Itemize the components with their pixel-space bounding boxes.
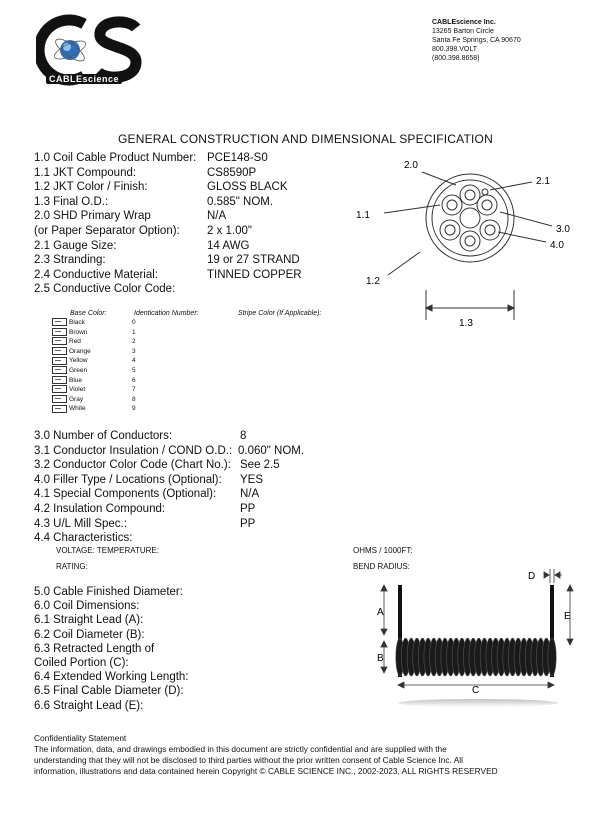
spec-value: 2 x 1.00" (207, 224, 253, 237)
spec-value: TINNED COPPER (207, 268, 302, 281)
spec-value: See 2.5 (240, 459, 280, 472)
conductor-core (447, 200, 457, 210)
color-id: 8 (132, 395, 136, 403)
spec-row: 2.1 Gauge Size: (34, 239, 117, 252)
spec-value: N/A (240, 488, 260, 501)
checkbox-icon (52, 405, 67, 413)
color-id: 2 (132, 338, 136, 346)
label-1-2: 1.2 (366, 276, 380, 287)
checkbox-icon (52, 347, 67, 355)
coil-body (396, 638, 556, 676)
color-id: 5 (132, 366, 136, 374)
color-id: 3 (132, 347, 136, 355)
table-row: Black (52, 318, 91, 328)
spec-list-2 (34, 429, 232, 546)
color-table-header (134, 310, 199, 317)
spec-row: 2.5 Conductive Color Code: (34, 283, 176, 296)
label-4-0: 4.0 (550, 240, 564, 251)
color-id: 0 (132, 319, 136, 326)
dim-row: 5.0 Cable Finished Diameter: (34, 586, 183, 598)
coil-label-c: C (472, 685, 480, 696)
company-logo (36, 14, 144, 88)
spec-row: 3.0 Number of Conductors: (34, 430, 173, 442)
coil-cable-diagram (360, 565, 590, 715)
company-info (432, 18, 521, 63)
table-row: Violet (52, 385, 91, 395)
dim-row: 6.2 Coil Diameter (B): (34, 628, 145, 641)
coil-label-a: A (377, 607, 384, 618)
table-row: White (52, 404, 91, 414)
spec-row: 2.4 Conductive Material: (34, 268, 159, 281)
conductor-core (485, 225, 495, 235)
conductor-core (445, 225, 455, 235)
conductor-core (465, 236, 475, 246)
conductor (480, 220, 500, 240)
spec-value: CS8590P (207, 166, 257, 179)
spec-row: 4.0 Filler Type / Locations (Optional): (34, 473, 222, 486)
company-phone2: (800.398.8658) (432, 55, 480, 62)
table-row: Yellow (52, 356, 91, 366)
label-3-0: 3.0 (556, 224, 570, 235)
label-2-1: 2.1 (536, 176, 550, 187)
checkbox-icon (52, 337, 67, 345)
characteristics-ohms: OHMS / 1000FT: (353, 546, 413, 555)
company-name: CABLEscience Inc. (432, 19, 496, 26)
spec-value: PP (240, 517, 256, 530)
coil-loop (548, 638, 556, 676)
color-id: 4 (132, 357, 136, 365)
characteristics-bend: BEND RADIUS: (353, 562, 410, 571)
dim-row: 6.1 Straight Lead (A): (34, 614, 144, 627)
spec-value: 8 (240, 430, 247, 442)
page-title: GENERAL CONSTRUCTION AND DIMENSIONAL SPECIFICATION (118, 132, 493, 146)
color-table (52, 318, 91, 414)
label-2-0: 2.0 (404, 160, 418, 171)
spec-value: 0.585" NOM. (207, 195, 274, 208)
spec-values-1 (207, 151, 302, 282)
spec-value: YES (240, 473, 264, 486)
header-stripe-color: Stripe Color (If Applicable): (238, 310, 322, 317)
table-row: Green (52, 366, 91, 376)
checkbox-icon (52, 385, 67, 393)
center-conductor (460, 208, 480, 228)
conductor (460, 231, 480, 251)
dim-row: 6.4 Extended Working Length: (34, 671, 189, 684)
checkbox-icon (52, 318, 67, 326)
dim-row: 6.0 Coil Dimensions: (34, 600, 140, 613)
header-id-number: Identication Number: (134, 310, 199, 317)
spec-row: 1.3 Final O.D.: (34, 195, 109, 208)
spec-row: 3.1 Conductor Insulation / COND O.D.: (34, 444, 233, 457)
spec-list-1 (34, 151, 196, 297)
spec-values-2 (240, 429, 304, 531)
table-row: Red (52, 337, 91, 347)
characteristics-rating: RATING: (56, 562, 88, 571)
color-id: 6 (132, 376, 136, 384)
checkbox-icon (52, 395, 67, 403)
color-id: 1 (132, 328, 136, 336)
spec-row: (or Paper Separator Option): (34, 224, 180, 237)
company-address2: Santa Fe Springs, CA 90670 (432, 37, 521, 44)
filler (482, 189, 488, 195)
jacket-outer (426, 174, 514, 262)
spec-row: 2.0 SHD Primary Wrap (34, 210, 151, 223)
coil-label-e: E (564, 611, 571, 622)
confidentiality-line: information, illustrations and data contained herein Copyright © CABLE SCIENCE INC., 2002-2023, ALL RIGHTS RESERVED (34, 766, 498, 776)
color-id: 9 (132, 405, 136, 413)
checkbox-icon (52, 366, 67, 374)
spec-row: 2.3 Stranding: (34, 254, 106, 267)
characteristics-voltage: VOLTAGE: TEMPERATURE: (56, 546, 159, 555)
spec-row: 1.0 Coil Cable Product Number: (34, 152, 197, 164)
spec-row: 1.2 JKT Color / Finish: (34, 181, 148, 194)
dim-row: 6.5 Final Cable Diameter (D): (34, 685, 184, 698)
spec-value: GLOSS BLACK (207, 181, 288, 194)
spec-value: PCE148-S0 (207, 152, 268, 164)
confidentiality-line: understanding that they will not be disclosed to third parties without the prior written consent of Cable Science Inc. All (34, 755, 463, 765)
checkbox-icon (52, 328, 67, 336)
conductor-core (482, 200, 492, 210)
spec-value: 19 or 27 STRAND (207, 254, 300, 267)
spec-row: 3.2 Conductor Color Code (Chart No.): (34, 459, 231, 472)
coil-label-d: D (528, 571, 536, 582)
dimension-list (34, 585, 189, 713)
table-row: Gray (52, 395, 91, 405)
dim-row: Coiled Portion (C): (34, 657, 129, 670)
confidentiality-heading: Confidentiality Statement (34, 733, 127, 743)
table-row: Brown (52, 328, 91, 338)
checkbox-icon (52, 357, 67, 365)
spec-row: 4.3 U/L Mill Spec.: (34, 517, 127, 530)
color-table-header (238, 310, 321, 317)
color-table-header (70, 310, 107, 317)
coil-shadow (398, 699, 558, 707)
spec-row: 1.1 JKT Compound: (34, 166, 137, 179)
coil-label-b: B (377, 653, 384, 664)
logo-band: CABLEscience (46, 74, 122, 84)
confidentiality-line: The information, data, and drawings embodied in this document are strictly confidential and are supplied with the (34, 744, 447, 754)
header-base-color: Base Color: (70, 310, 107, 317)
checkbox-icon (52, 376, 67, 384)
label-1-3: 1.3 (459, 318, 473, 329)
spec-value: N/A (207, 210, 227, 223)
company-address1: 13265 Barton Circle (432, 28, 494, 35)
spec-row: 4.4 Characteristics: (34, 532, 133, 545)
spec-row: 4.1 Special Components (Optional): (34, 488, 217, 501)
dim-row: 6.3 Retracted Length of (34, 642, 155, 655)
spec-row: 4.2 Insulation Compound: (34, 502, 166, 515)
cable-cross-section-diagram (340, 150, 590, 340)
color-id-column (132, 318, 136, 414)
company-phone1: 800.398.VOLT (432, 46, 478, 53)
conductor-core (465, 190, 475, 200)
confidentiality-statement (34, 733, 498, 777)
conductor (442, 195, 462, 215)
spec-value: 0.060" NOM. (238, 444, 305, 457)
shield-wrap (432, 180, 508, 256)
table-row: Orange (52, 347, 91, 357)
table-row: Blue (52, 376, 91, 386)
spec-value: 14 AWG (207, 239, 250, 252)
color-id: 7 (132, 386, 136, 394)
spec-value: PP (240, 502, 256, 515)
label-1-1: 1.1 (356, 210, 370, 221)
conductor (477, 195, 497, 215)
dim-row: 6.6 Straight Lead (E): (34, 699, 144, 712)
conductor (440, 220, 460, 240)
